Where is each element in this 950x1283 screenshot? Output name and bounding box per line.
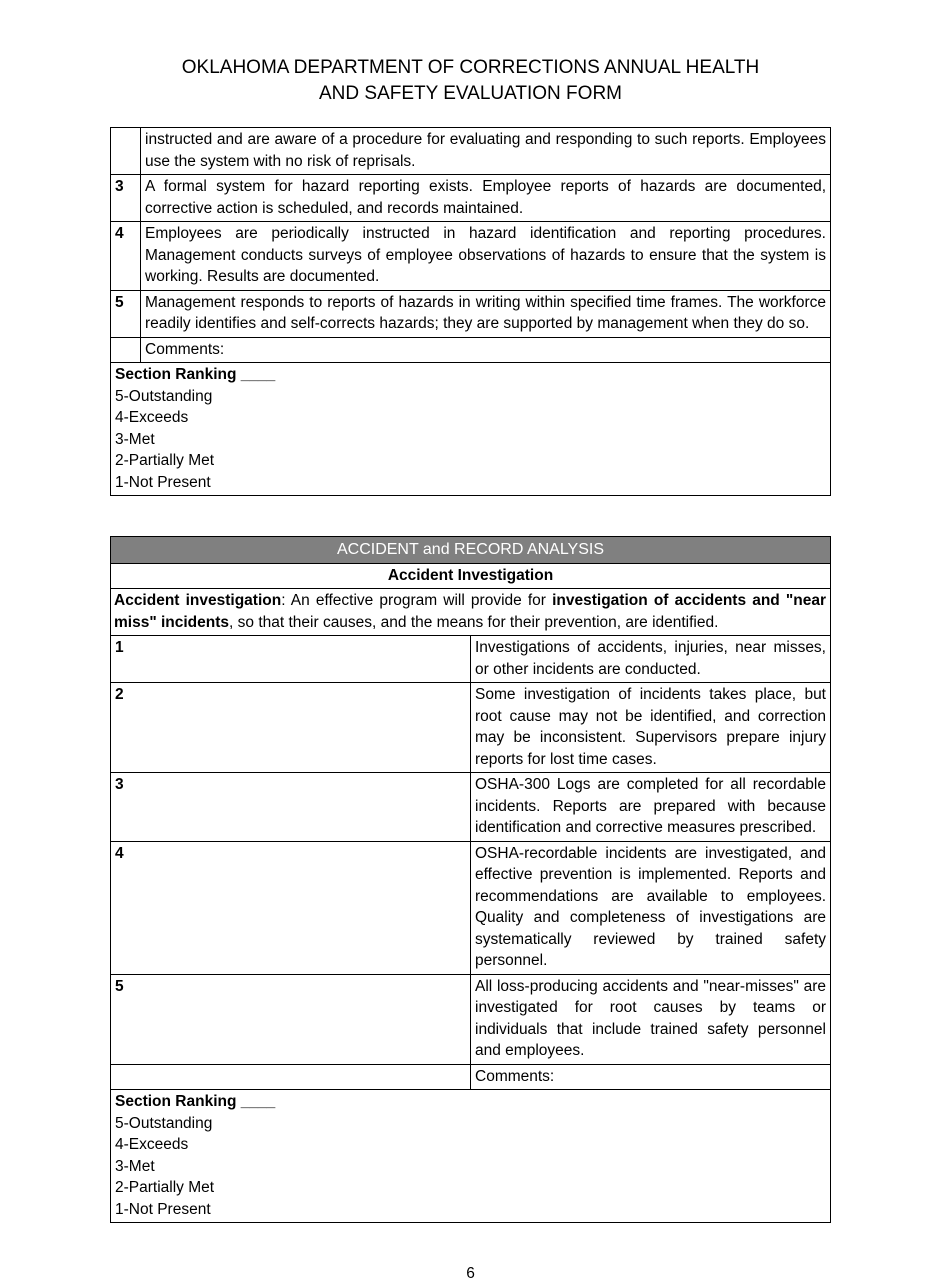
- section-ranking-cell: [111, 363, 831, 496]
- row-text: instructed and are aware of a procedure for evaluating and responding to such reports. Employees use the system with no risk of reprisals.: [141, 128, 831, 175]
- section-ranking-blank: ____: [236, 366, 276, 383]
- row-number: [111, 128, 141, 175]
- row-text: A formal system for hazard reporting exists. Employee reports of hazards are documented, corrective action is scheduled, and records maintained.: [141, 175, 831, 222]
- section-ranking-label: Section Ranking: [115, 366, 237, 383]
- row-text: OSHA-300 Logs are completed for all recordable incidents. Reports are prepared with because identification and corrective measures prescribed.: [471, 773, 831, 842]
- section-ranking-cell: [111, 1090, 831, 1223]
- section-ranking-heading: [115, 1091, 826, 1113]
- table-row: [111, 290, 831, 337]
- intro-normal-2: , so that their causes, and the means for their prevention, are identified.: [229, 613, 719, 631]
- row-number: 2: [111, 683, 471, 773]
- row-number: 1: [111, 636, 471, 683]
- comments-label: Comments:: [141, 337, 831, 363]
- comments-label: Comments:: [471, 1064, 831, 1090]
- table-row: [111, 683, 831, 773]
- row-number: [111, 337, 141, 363]
- table-row: [111, 222, 831, 291]
- table-row: [111, 841, 831, 974]
- ranking-scale-item: 3-Met: [115, 1157, 155, 1175]
- row-number: 4: [111, 841, 471, 974]
- comments-row: [111, 337, 831, 363]
- ranking-scale-item: 4-Exceeds: [115, 409, 189, 426]
- page-title: [110, 55, 831, 107]
- table-row: [111, 974, 831, 1064]
- table-row: [111, 175, 831, 222]
- row-text: Employees are periodically instructed in hazard identification and reporting procedures. Management conducts surveys of employee observations of hazards to ensure that the system is working. Results are documented.: [141, 222, 831, 291]
- section-ranking-heading: [115, 364, 826, 386]
- row-number: [111, 1064, 471, 1090]
- ranking-scale-item: 4-Exceeds: [115, 1136, 189, 1153]
- intro-bold-2: investigation of accidents and "near miss" incidents: [114, 592, 826, 631]
- section-ranking-row: [111, 1090, 831, 1223]
- hazard-reporting-table: [110, 127, 831, 496]
- row-number: 3: [111, 175, 141, 222]
- ranking-scale-item: 1-Not Present: [115, 1200, 211, 1218]
- ranking-scale-item: 3-Met: [115, 430, 155, 448]
- section-ranking-row: [111, 363, 831, 496]
- row-text: OSHA-recordable incidents are investigated, and effective prevention is implemented. Reports and recommendations are available to employees. Quality and completeness of investigations are systematically reviewed by trained safety personnel.: [471, 841, 831, 974]
- section-subheader-row: [111, 563, 831, 589]
- ranking-scale-item: 5-Outstanding: [115, 387, 213, 405]
- row-number: 5: [111, 974, 471, 1064]
- row-number: 4: [111, 222, 141, 291]
- section-intro-row: [111, 589, 831, 636]
- ranking-scale-item: 2-Partially Met: [115, 452, 215, 469]
- page-title-line-2: AND SAFETY EVALUATION FORM: [319, 83, 622, 104]
- intro-normal-1: : An effective program will provide for: [281, 592, 553, 609]
- ranking-scale-item: 5-Outstanding: [115, 1114, 213, 1132]
- ranking-scale-item: 2-Partially Met: [115, 1179, 215, 1196]
- page-number: 6: [466, 1265, 475, 1282]
- table-row: [111, 636, 831, 683]
- page-title-line-1: OKLAHOMA DEPARTMENT OF CORRECTIONS ANNUAL HEALTH: [181, 57, 760, 78]
- section-ranking-label: Section Ranking: [115, 1093, 237, 1110]
- comments-row: [111, 1064, 831, 1090]
- row-text: Investigations of accidents, injuries, near misses, or other incidents are conducted.: [471, 636, 831, 683]
- section-header: ACCIDENT and RECORD ANALYSIS: [111, 537, 831, 564]
- section-intro-text: [111, 589, 831, 636]
- intro-bold-1: Accident investigation: [114, 592, 282, 609]
- row-number: 3: [111, 773, 471, 842]
- row-text: Some investigation of incidents takes place, but root cause may not be identified, and correction may be inconsistent. Supervisors prepare injury reports for lost time cases.: [471, 683, 831, 773]
- row-number: 5: [111, 290, 141, 337]
- row-text: Management responds to reports of hazards in writing within specified time frames. The workforce readily identifies and self-corrects hazards; they are supported by management when they do so.: [141, 290, 831, 337]
- section-spacer: [110, 496, 831, 536]
- section-ranking-blank: ____: [236, 1093, 276, 1110]
- accident-analysis-table: [110, 536, 831, 1223]
- ranking-scale-item: 1-Not Present: [115, 473, 211, 491]
- section-subheader: Accident Investigation: [111, 563, 831, 589]
- row-text: All loss-producing accidents and "near-misses" are investigated for root causes by teams or individuals that include trained safety personnel and employees.: [471, 974, 831, 1064]
- table-row: [111, 773, 831, 842]
- section-header-row: [111, 537, 831, 564]
- table-row: [111, 128, 831, 175]
